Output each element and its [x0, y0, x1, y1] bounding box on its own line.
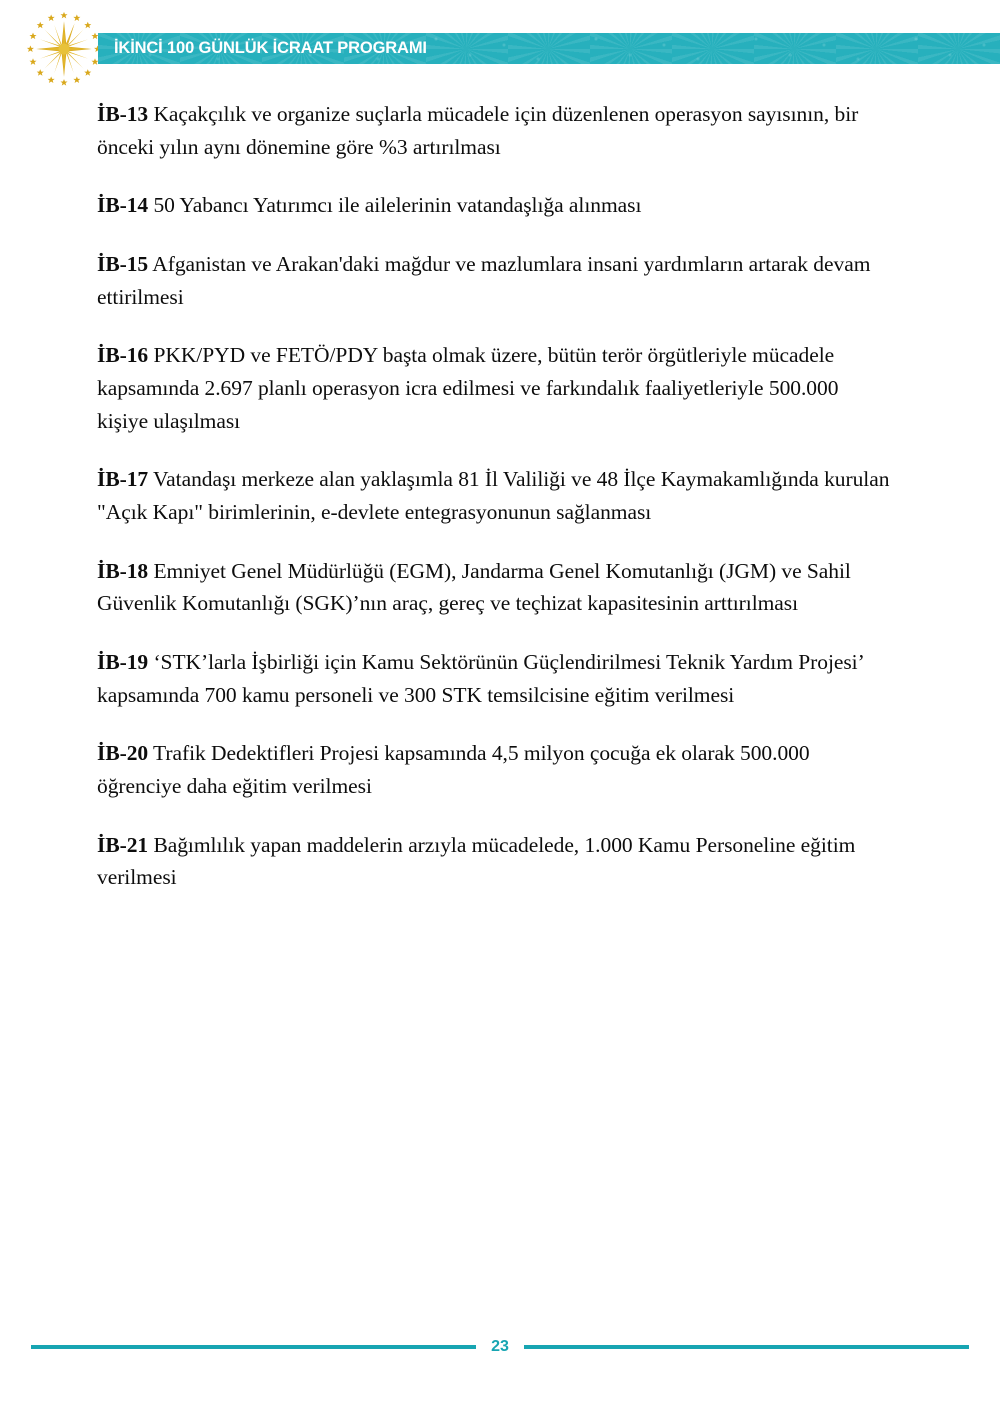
- item-text: Bağımlılık yapan maddelerin arzıyla mücadelede, 1.000 Kamu Personeline eğitim verilmesi: [97, 832, 856, 890]
- list-item: [97, 737, 892, 802]
- item-code: İB-14: [97, 193, 149, 218]
- item-text: ‘STK’larla İşbirliği için Kamu Sektörünün Güçlendirilmesi Teknik Yardım Projesi’ kapsamında 700 kamu personeli ve 300 STK temsilcisine eğitim verilmesi: [97, 650, 864, 707]
- list-item: [97, 98, 892, 163]
- item-code: İB-17: [97, 467, 149, 492]
- item-text: Vatandaşı merkeze alan yaklaşımla 81 İl Valiliği ve 48 İlçe Kaymakamlığında kurulan "Açık Kapı" birimlerinin, e-devlete entegrasyonunun sağlanması: [97, 467, 890, 525]
- page-number: 23: [491, 1338, 509, 1355]
- item-code: İB-13: [97, 102, 149, 126]
- list-item: [97, 463, 892, 528]
- item-text: Emniyet Genel Müdürlüğü (EGM), Jandarma Genel Komutanlığı (JGM) ve Sahil Güvenlik Komutanlığı (SGK)’nın araç, gereç ve teçhizat kapasitesinin arttırılması: [97, 558, 851, 616]
- list-item: [97, 555, 892, 620]
- item-code: İB-19: [97, 650, 149, 675]
- list-item: [97, 339, 892, 437]
- document-body: [97, 98, 892, 894]
- item-code: İB-16: [97, 343, 149, 368]
- item-text: Kaçakçılık ve organize suçlarla mücadele için düzenlenen operasyon sayısının, bir önceki yılın aynı dönemine göre %3 artırılması: [97, 102, 859, 159]
- item-text: Afganistan ve Arakan'daki mağdur ve mazlumlara insani yardımların artarak devam ettirilmesi: [97, 252, 871, 309]
- list-item: [97, 248, 892, 313]
- sun-rays-icon: [36, 21, 91, 76]
- list-item: [97, 189, 892, 222]
- item-code: İB-21: [97, 832, 149, 857]
- item-text: 50 Yabancı Yatırımcı ile ailelerinin vatandaşlığa alınması: [148, 193, 642, 218]
- item-code: İB-20: [97, 741, 149, 766]
- turkish-presidency-emblem-logo: [22, 7, 106, 91]
- footer-rule-right: [524, 1345, 969, 1349]
- item-text: PKK/PYD ve FETÖ/PDY başta olmak üzere, bütün terör örgütleriyle mücadele kapsamında 2.697 planlı operasyon icra edilmesi ve farkındalık faaliyetleriyle 500.000 kişiye ulaşılması: [97, 343, 839, 433]
- footer-rule-left: [31, 1345, 476, 1349]
- header-banner: [98, 33, 1000, 64]
- page-footer: [0, 1336, 1000, 1358]
- item-text: Trafik Dedektifleri Projesi kapsamında 4,5 milyon çocuğa ek olarak 500.000 öğrenciye daha eğitim verilmesi: [97, 741, 810, 799]
- list-item: [97, 829, 892, 894]
- page-header: [0, 0, 1000, 96]
- item-code: İB-18: [97, 558, 149, 583]
- item-code: İB-15: [97, 252, 149, 277]
- header-title: İKİNCİ 100 GÜNLÜK İCRAAT PROGRAMI: [114, 39, 427, 57]
- list-item: [97, 646, 892, 711]
